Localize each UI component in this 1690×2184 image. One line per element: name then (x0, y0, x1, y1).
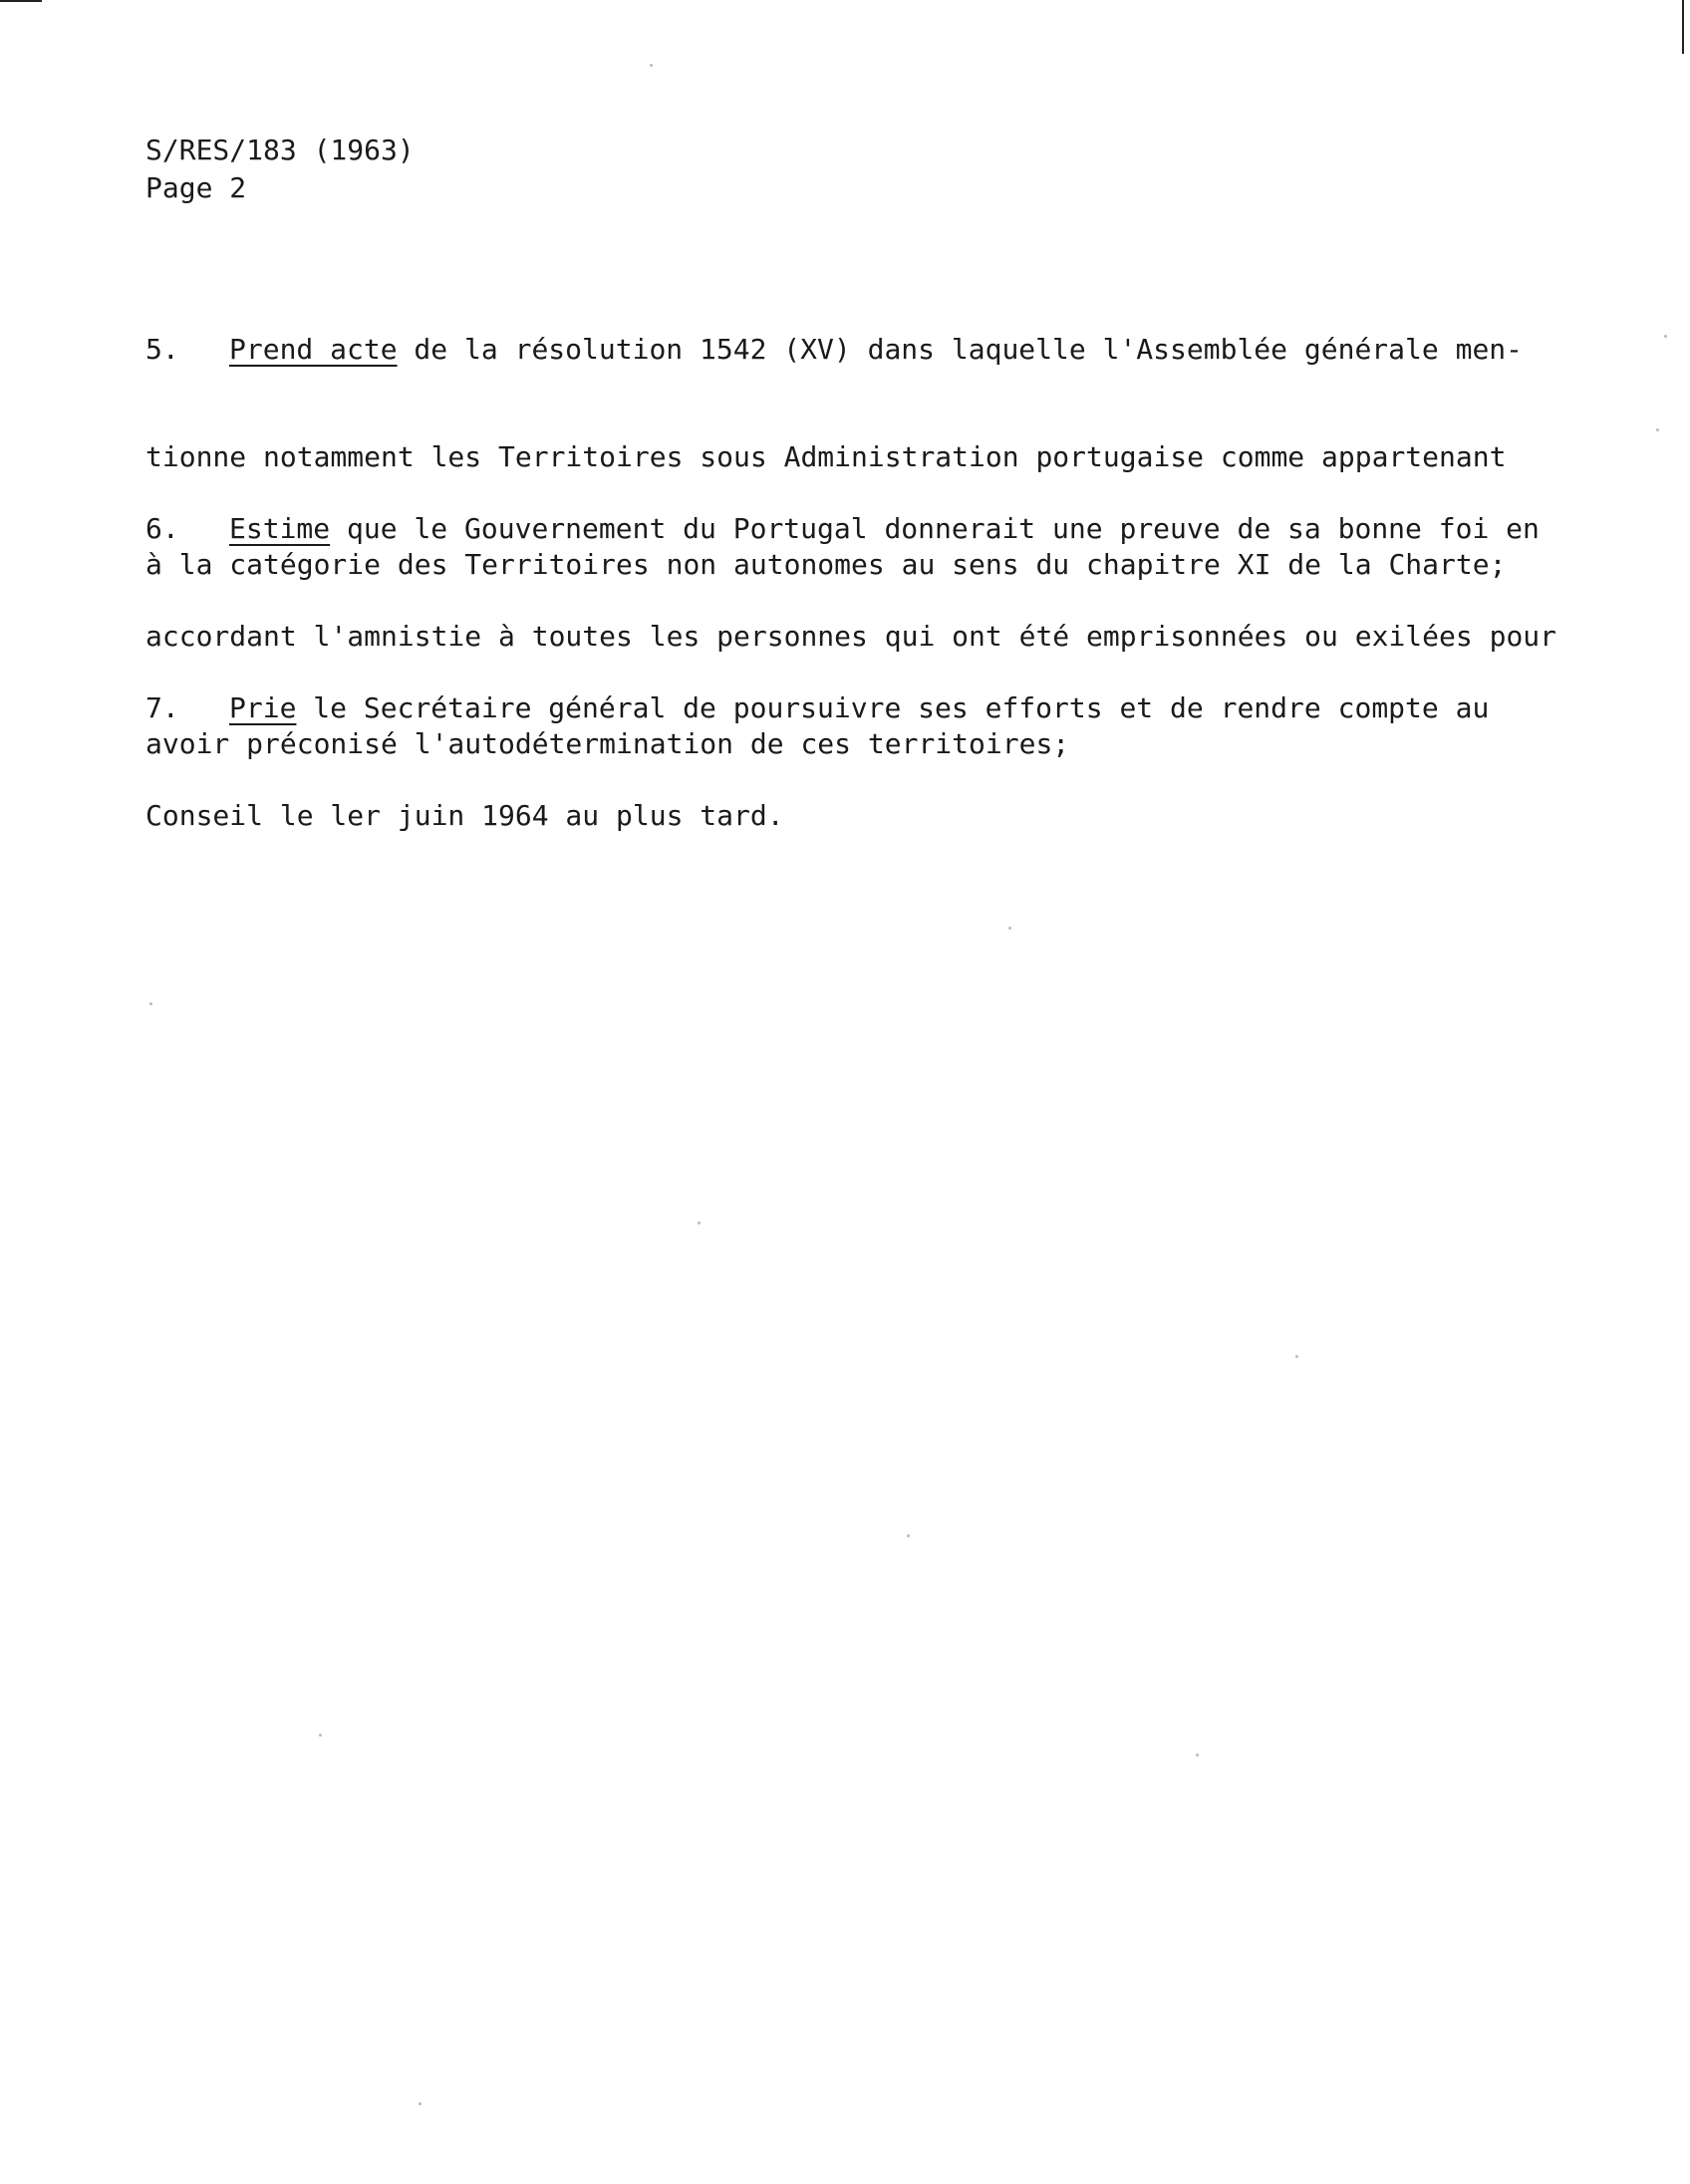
scan-speck (650, 64, 653, 67)
paragraph-line (145, 682, 1489, 735)
paragraph-number: 5. (145, 333, 179, 366)
paragraph-line: accordant l'amnistie à toutes les personnes qui ont été emprisonnées ou exilées pour (145, 620, 1557, 653)
paragraph-text: que le Gouvernement du Portugal donnerait une preuve de sa bonne foi en (330, 512, 1540, 545)
paragraph-text: de la résolution 1542 (XV) dans laquelle l'Assemblée générale men- (397, 333, 1524, 366)
paragraph-text: le Secrétaire général de poursuivre ses efforts et de rendre compte au (296, 691, 1490, 724)
paragraph-number: 6. (145, 512, 179, 545)
scan-edge-top (0, 0, 42, 2)
scan-speck (698, 1222, 701, 1225)
scan-speck (319, 1734, 322, 1737)
scan-speck (149, 1002, 152, 1005)
scan-speck (1196, 1754, 1199, 1757)
paragraph-keyword: Prie (229, 691, 297, 724)
paragraph-line: à la catégorie des Territoires non autonomes au sens du chapitre XI de la Charte; (145, 548, 1507, 581)
paragraph-7 (145, 628, 1489, 897)
paragraph-number: 7. (145, 691, 179, 724)
page-number: Page 2 (145, 171, 247, 204)
document-symbol: S/RES/183 (1963) (145, 134, 415, 166)
scan-speck (419, 2102, 422, 2105)
scan-speck (907, 1534, 910, 1537)
paragraph-line: avoir préconisé l'autodétermination de ces territoires; (145, 727, 1070, 760)
scan-edge-right (1682, 0, 1684, 54)
paragraph-keyword: Prend acte (229, 333, 398, 366)
paragraph-keyword: Estime (229, 512, 331, 545)
paragraph-line: Conseil le ler juin 1964 au plus tard. (145, 799, 784, 832)
paragraph-line (145, 502, 1556, 556)
paragraph-line: tionne notamment les Territoires sous Administration portugaise comme appartenant (145, 440, 1507, 473)
document-header (145, 132, 415, 207)
paragraph-line (145, 323, 1523, 377)
scan-speck (1295, 1355, 1298, 1358)
scan-speck (1656, 428, 1659, 431)
scan-speck (1664, 335, 1667, 338)
scan-speck (1008, 927, 1011, 930)
